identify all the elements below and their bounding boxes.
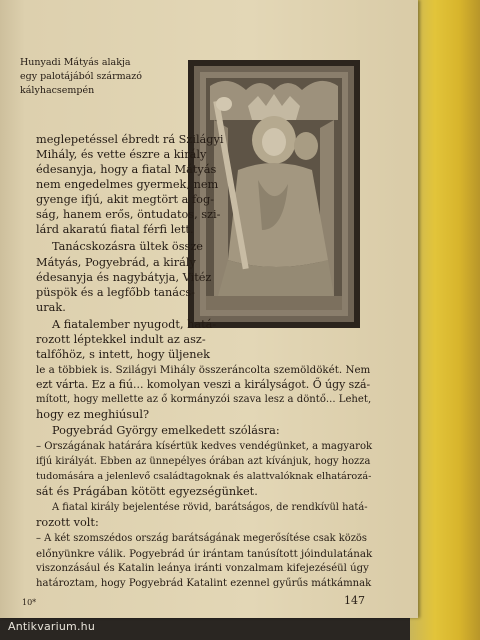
text-line: Tanácskozásra ültek össze [52, 240, 203, 253]
watermark: Antikvarium.hu [8, 620, 95, 633]
text-line: ság, hanem erős, öntudatos, szi- [36, 208, 221, 221]
signature-mark: 10* [22, 598, 37, 607]
text-line: urak. [36, 301, 66, 314]
text-line: viszonzásául és Katalin leánya iránti vonzalmam kifejezéséül úgy [36, 563, 369, 574]
text-line: le a többiek is. Szilágyi Mihály összeráncolta szemöldökét. Nem [36, 364, 371, 376]
text-line: Mihály, és vette észre a király [36, 148, 207, 161]
text-line: Mátyás, Pogyebrád, a király [36, 256, 196, 269]
text-line: tudomására a jelenlevő családtagoknak és alattvalóknak elhatározá- [36, 471, 372, 482]
text-line: püspök és a legfőbb tanács- [36, 286, 195, 299]
text-line: – Országának határára kísértük kedves vendégünket, a magyarok [36, 441, 373, 452]
page-number: 147 [344, 594, 365, 607]
text-line: rozott léptekkel indult az asz- [36, 333, 206, 346]
text-line: mított, hogy mellette az ő kormányzói szava lesz a döntő... Lehet, [36, 394, 372, 405]
text-line: határoztam, hogy Pogyebrád Katalint ezennel gyűrűs mátkámnak [36, 578, 372, 589]
text-line: édesanyja és nagybátyja, Vitéz [36, 271, 212, 284]
text-line: ifjú királyát. Ebben az ünnepélyes órában azt kívánjuk, hogy hozza [36, 456, 371, 467]
text-line: ezt várta. Ez a fiú... komolyan veszi a királyságot. Ő úgy szá- [36, 378, 371, 391]
text-line: lárd akaratú fiatal férfi lett. [36, 223, 194, 236]
text-line: hogy ez meghiúsul? [36, 408, 150, 421]
caption-line: kályhacsempén [20, 85, 95, 96]
caption-line: Hunyadi Mátyás alakja [20, 57, 131, 68]
text-line: A fiatal király bejelentése rövid, barátságos, de rendkívül hatá- [52, 502, 368, 513]
text-line: talfőhöz, s intett, hogy üljenek [36, 348, 211, 361]
text-line: A fiatalember nyugodt, hatá- [52, 318, 217, 331]
text-line: Pogyebrád György emelkedett szólásra: [52, 424, 280, 437]
book-cover-edge [410, 0, 480, 640]
image-caption [20, 56, 180, 98]
text-line: előnyünkre válik. Pogyebrád úr irántam tanúsított jóindulatának [36, 548, 373, 560]
text-line: rozott volt: [36, 516, 99, 529]
text-line: gyenge ifjú, akit megtört a fog- [36, 193, 215, 206]
text-line: – A két szomszédos ország barátságának megerősítése csak közös [36, 533, 367, 544]
text-line: meglepetéssel ébredt rá Szilágyi [36, 133, 224, 146]
text-line: sát és Prágában kötött egyezségünket. [36, 485, 258, 498]
text-line: nem engedelmes gyermek, nem [36, 178, 219, 191]
text-line: édesanyja, hogy a fiatal Mátyás [36, 163, 217, 176]
caption-line: egy palotájából származó [20, 71, 143, 82]
